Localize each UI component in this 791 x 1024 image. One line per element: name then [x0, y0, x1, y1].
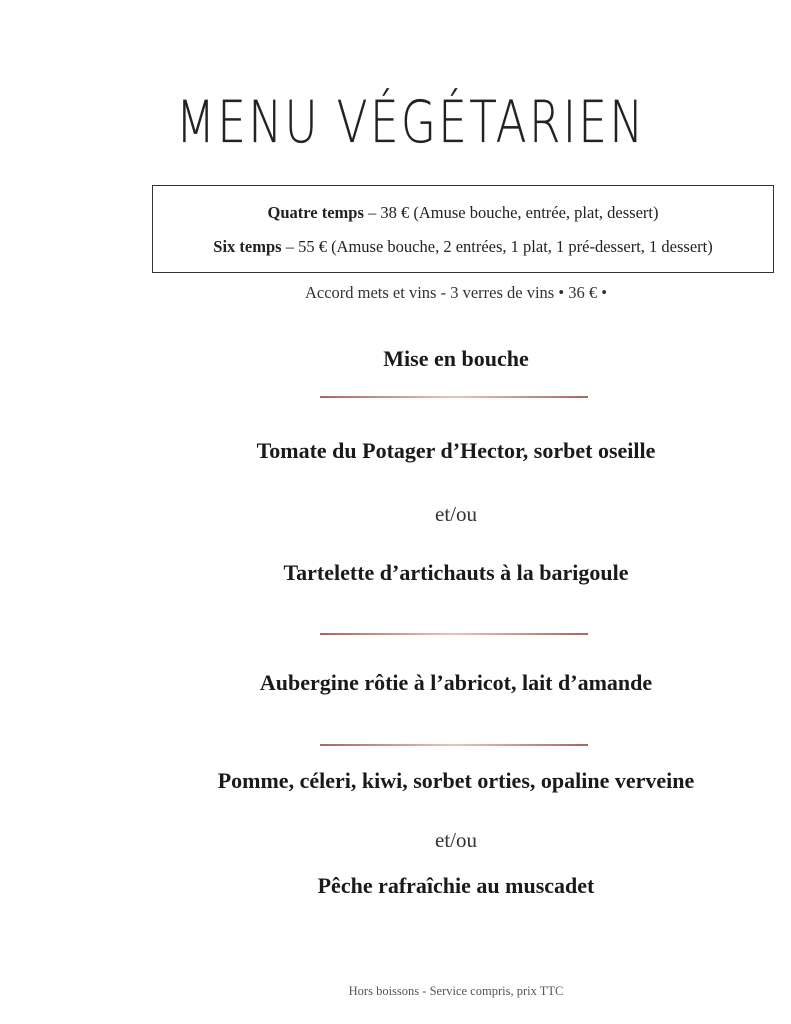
divider	[320, 396, 588, 398]
dessert-or: et/ou	[435, 828, 477, 852]
price-six-temps	[153, 237, 773, 257]
entree-or: et/ou	[435, 502, 477, 526]
divider	[320, 744, 588, 746]
course-dessert-1: Pomme, céleri, kiwi, sorbet orties, opaline verveine	[217, 768, 695, 793]
price-quatre-temps	[153, 203, 773, 223]
menu-title: MENU VÉGÉTARIEN	[176, 88, 646, 156]
course-entree-2: Tartelette d’artichauts à la barigoule	[283, 560, 629, 585]
price-six-temps-label: Six temps	[213, 237, 282, 256]
price-box	[152, 185, 774, 273]
course-dessert-2: Pêche rafraîchie au muscadet	[317, 873, 595, 898]
price-six-temps-detail: – 55 € (Amuse bouche, 2 entrées, 1 plat, 1 pré-dessert, 1 dessert)	[281, 237, 713, 256]
course-mise-en-bouche: Mise en bouche	[383, 346, 529, 371]
divider	[320, 633, 588, 635]
price-quatre-temps-label: Quatre temps	[267, 203, 364, 222]
course-entree-1: Tomate du Potager d’Hector, sorbet oseille	[256, 438, 656, 463]
wine-pairing: Accord mets et vins - 3 verres de vins • 36 € •	[304, 283, 608, 302]
footer-note: Hors boissons - Service compris, prix TTC	[348, 984, 564, 998]
price-quatre-temps-detail: – 38 € (Amuse bouche, entrée, plat, dessert)	[363, 203, 659, 222]
course-plat: Aubergine rôtie à l’abricot, lait d’amande	[259, 670, 653, 695]
